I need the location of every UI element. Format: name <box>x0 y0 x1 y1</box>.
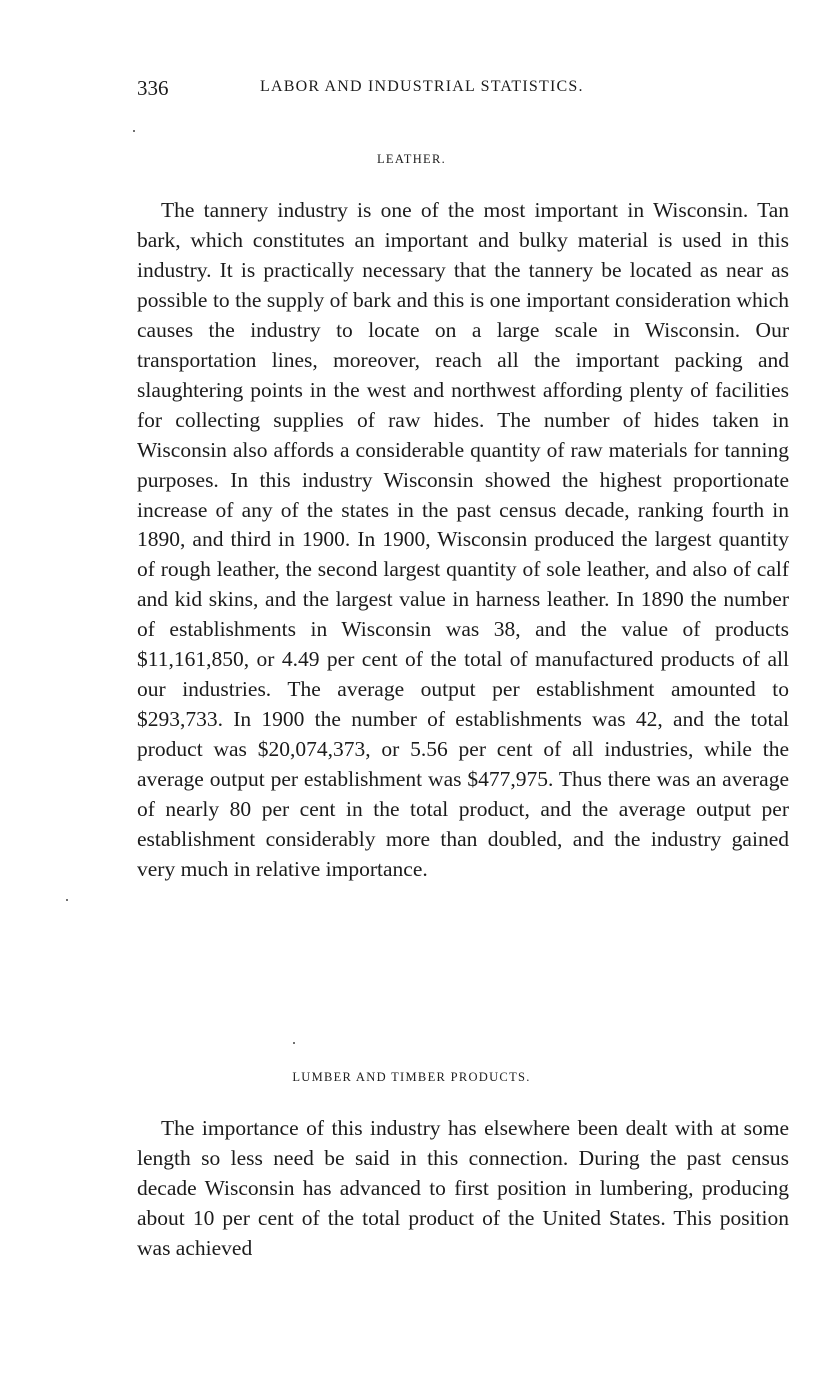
section-heading-lumber: LUMBER AND TIMBER PRODUCTS. <box>292 1070 531 1084</box>
running-head <box>137 76 677 102</box>
running-title: LABOR AND INDUSTRIAL STATISTICS. <box>260 78 584 95</box>
paper-speck <box>133 130 135 132</box>
paper-speck <box>293 1042 295 1044</box>
section-heading-leather: LEATHER. <box>376 152 447 166</box>
leather-paragraph: The tannery industry is one of the most important in Wisconsin. Tan bark, which constitutes an important and bulky material is used in this industry. It is practically necessary that the tannery be located as near as possible to the supply of bark and this is one important consideration which causes the industry to locate on a large scale in Wisconsin. Our transportation lines, moreover, reach all the important packing and slaughtering points in the west and northwest affording plenty of facilities for collecting supplies of raw hides. The number of hides taken in Wisconsin also affords a considerable quantity of raw materials for tanning purposes. In this industry Wisconsin showed the highest proportionate increase of any of the states in the past census decade, ranking fourth in 1890, and third in 1900. In 1900, Wisconsin produced the largest quantity of rough leather, the second largest quantity of sole leather, and also of calf and kid skins, and the largest value in harness leather. In 1890 the number of establishments in Wisconsin was 38, and the value of products $11,161,850, or 4.49 per cent of the total of manufactured products of all our industries. The average output per establishment amounted to $293,733. In 1900 the number of establishments was 42, and the total product was $20,074,373, or 5.56 per cent of all industries, while the average output per establishment was $477,975. Thus there was an average of nearly 80 per cent in the total product, and the average output per establishment considerably more than doubled, and the industry gained very much in relative importance. <box>137 198 789 881</box>
paper-speck <box>66 899 68 901</box>
lumber-paragraph: The importance of this industry has elsewhere been dealt with at some length so less need be said in this connection. During the past census decade Wisconsin has advanced to first position in lumbering, producing about 10 per cent of the total product of the United States. This position was achieved <box>137 1116 789 1260</box>
page-number: 336 <box>137 76 169 100</box>
